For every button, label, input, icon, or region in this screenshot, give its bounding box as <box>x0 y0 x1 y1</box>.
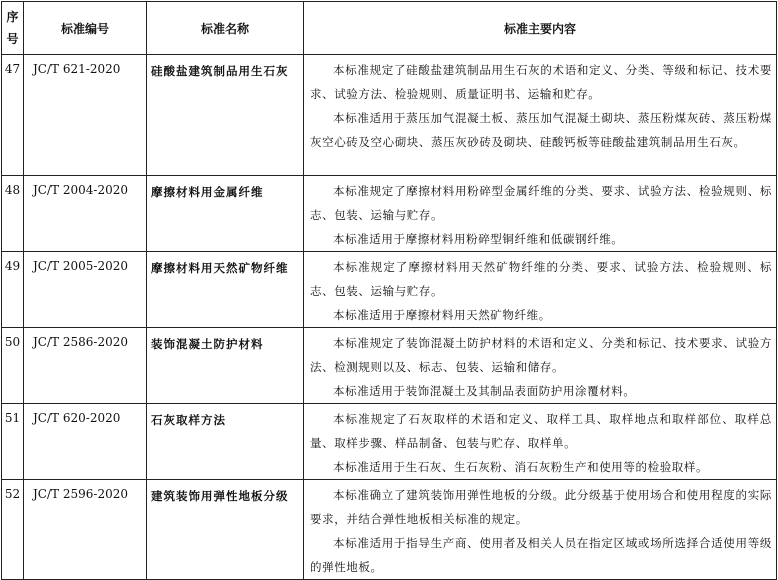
row-number: 49 <box>2 252 24 328</box>
row-number: 51 <box>2 404 24 480</box>
header-name: 标准名称 <box>147 2 304 55</box>
table-row <box>2 480 777 580</box>
header-code: 标准编号 <box>24 2 147 55</box>
standard-name: 摩擦材料用金属纤维 <box>147 176 304 252</box>
content-paragraph: 本标准适用于摩擦材料用天然矿物纤维。 <box>333 308 551 322</box>
table-row <box>2 176 777 252</box>
standard-code: JC/T 2586-2020 <box>24 328 147 404</box>
standard-content <box>304 176 777 252</box>
standard-code: JC/T 2596-2020 <box>24 480 147 580</box>
content-paragraph: 本标准规定了装饰混凝土防护材料的术语和定义、分类和标记、技术要求、试验方法、检测规则以及、标志、包装、运输和储存。 <box>310 336 772 374</box>
standard-code: JC/T 2005-2020 <box>24 252 147 328</box>
standard-name: 建筑装饰用弹性地板分级 <box>147 480 304 580</box>
content-paragraph: 本标准规定了石灰取样的术语和定义、取样工具、取样地点和取样部位、取样总量、取样步骤、样品制备、包装与贮存、取样单。 <box>310 412 772 450</box>
header-content: 标准主要内容 <box>304 2 777 55</box>
standard-name: 硅酸盐建筑制品用生石灰 <box>147 55 304 176</box>
content-paragraph: 本标准规定了摩擦材料用粉碎型金属纤维的分类、要求、试验方法、检验规则、标志、包装、运输与贮存。 <box>310 184 772 222</box>
standard-content <box>304 252 777 328</box>
table-header-row <box>2 2 777 55</box>
content-paragraph: 本标准适用于装饰混凝土及其制品表面防护用涂覆材料。 <box>333 384 636 398</box>
table-row <box>2 328 777 404</box>
content-paragraph: 本标准适用于蒸压加气混凝土板、蒸压加气混凝土砌块、蒸压粉煤灰砖、蒸压粉煤灰空心砖及空心砌块、蒸压灰砂砖及砌块、硅酸钙板等硅酸盐建筑制品用生石灰。 <box>310 111 772 149</box>
standards-table <box>1 1 777 580</box>
standard-content <box>304 328 777 404</box>
table-row <box>2 404 777 480</box>
header-no <box>2 2 24 55</box>
row-number: 48 <box>2 176 24 252</box>
content-paragraph: 本标准规定了硅酸盐建筑制品用生石灰的术语和定义、分类、等级和标记、技术要求、试验方法、检验规则、质量证明书、运输和贮存。 <box>310 63 772 101</box>
content-paragraph: 本标准适用于生石灰、生石灰粉、消石灰粉生产和使用等的检验取样。 <box>333 460 709 474</box>
row-number: 52 <box>2 480 24 580</box>
table-row <box>2 252 777 328</box>
content-paragraph: 本标准适用于指导生产商、使用者及相关人员在指定区域或场所选择合适使用等级的弹性地板。 <box>310 536 772 574</box>
standard-code: JC/T 621-2020 <box>24 55 147 176</box>
table-row <box>2 55 777 176</box>
content-paragraph: 本标准规定了摩擦材料用天然矿物纤维的分类、要求、试验方法、检验规则、标志、包装、运输与贮存。 <box>310 260 772 298</box>
standard-content <box>304 404 777 480</box>
content-paragraph: 本标准确立了建筑装饰用弹性地板的分级。此分级基于使用场合和使用程度的实际要求，并结合弹性地板相关标准的规定。 <box>310 488 772 526</box>
standard-content <box>304 55 777 176</box>
standard-code: JC/T 2004-2020 <box>24 176 147 252</box>
standard-name: 石灰取样方法 <box>147 404 304 480</box>
standard-name: 装饰混凝土防护材料 <box>147 328 304 404</box>
standard-content <box>304 480 777 580</box>
content-paragraph: 本标准适用于摩擦材料用粉碎型铜纤维和低碳钢纤维。 <box>333 232 624 246</box>
standard-code: JC/T 620-2020 <box>24 404 147 480</box>
row-number: 47 <box>2 55 24 176</box>
row-number: 50 <box>2 328 24 404</box>
header-no-label: 序 号 <box>6 10 19 46</box>
standard-name: 摩擦材料用天然矿物纤维 <box>147 252 304 328</box>
